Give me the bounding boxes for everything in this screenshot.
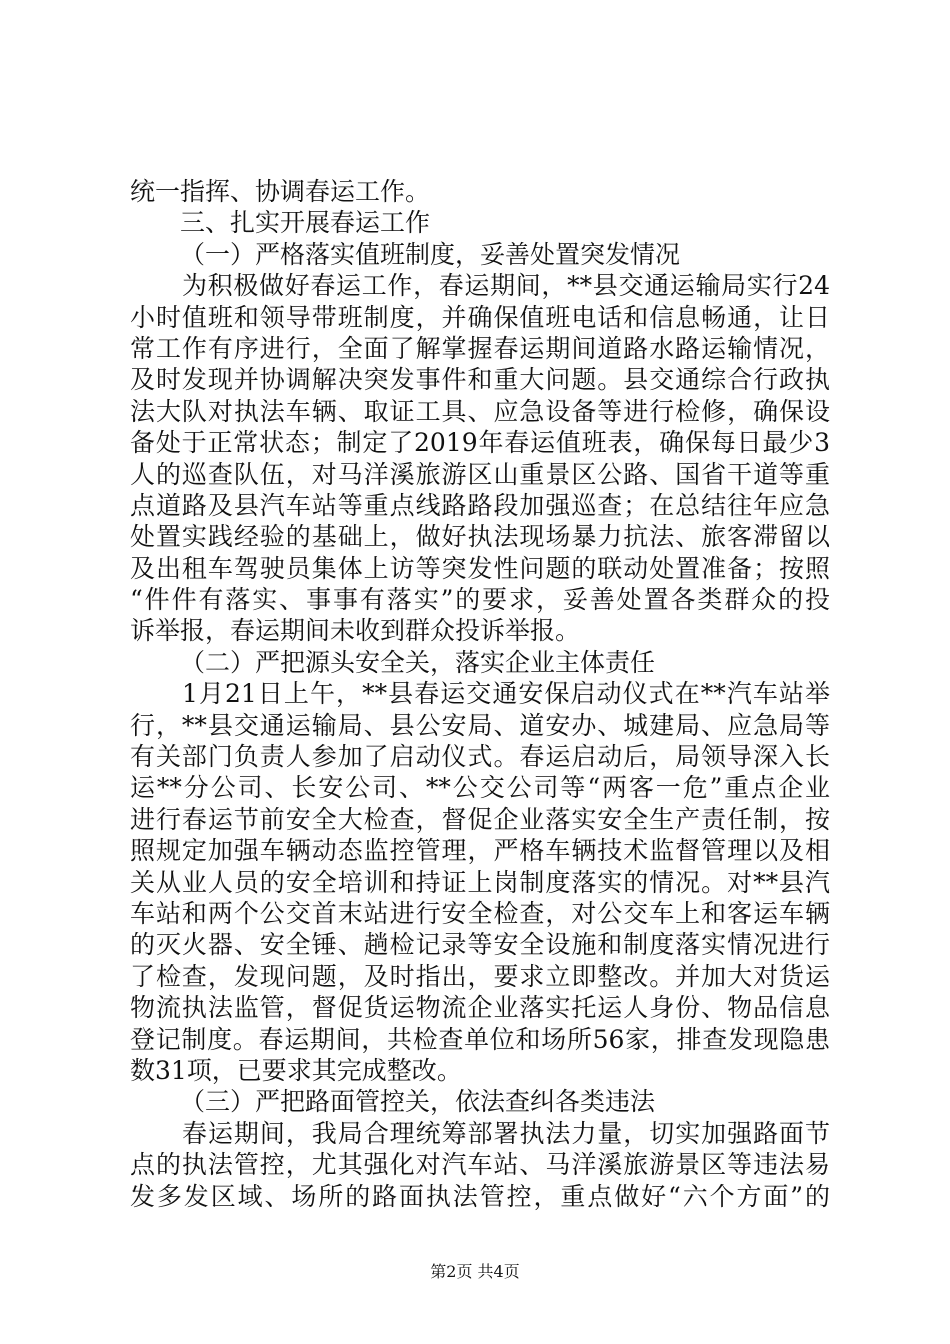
text-line: （二）严把源头安全关，落实企业主体责任: [180, 647, 656, 677]
text-line: 1月21日上午，**县春运交通安保启动仪式在**汽车站举: [182, 679, 830, 709]
text-line: 点道路及县汽车站等重点线路路段加强巡查；在总结往年应急: [130, 490, 830, 520]
text-line: 数31项，已要求其完成整改。: [130, 1055, 462, 1085]
text-line: 物流执法监管，督促货运物流企业落实托运人身份、物品信息: [130, 993, 830, 1023]
text-line: （三）严把路面管控关，依法查纠各类违法: [180, 1087, 656, 1117]
text-line: 为积极做好春运工作，春运期间，**县交通运输局实行24: [182, 271, 830, 301]
text-line: 诉举报，春运期间未收到群众投诉举报。: [130, 616, 581, 646]
text-line: 小时值班和领导带班制度，并确保值班电话和信息畅通，让日: [130, 302, 830, 332]
text-line: 车站和两个公交首末站进行安全检查，对公交车上和客运车辆: [130, 898, 830, 928]
text-line: 的灭火器、安全锤、趟检记录等安全设施和制度落实情况进行: [130, 930, 830, 960]
text-line: 发多发区域、场所的路面执法管控，重点做好“六个方面”的: [130, 1181, 830, 1211]
text-line: 春运期间，我局合理统筹部署执法力量，切实加强路面节: [182, 1118, 830, 1148]
text-line: 人的巡查队伍，对马洋溪旅游区山重景区公路、国省干道等重: [130, 459, 830, 489]
text-line: 有关部门负责人参加了启动仪式。春运启动后，局领导深入长: [130, 742, 830, 772]
text-line: 法大队对执法车辆、取证工具、应急设备等进行检修，确保设: [130, 396, 830, 426]
text-line: 照规定加强车辆动态监控管理，严格车辆技术监督管理以及相: [130, 836, 830, 866]
text-line: 行，**县交通运输局、县公安局、道安办、城建局、应急局等: [130, 710, 830, 740]
text-line: 进行春运节前安全大检查，督促企业落实安全生产责任制，按: [130, 804, 830, 834]
text-line: 点的执法管控，尤其强化对汽车站、马洋溪旅游景区等违法易: [130, 1150, 830, 1180]
page-footer: 第2页 共4页: [430, 1262, 520, 1281]
text-line: 处置实践经验的基础上，做好执法现场暴力抗法、旅客滞留以: [130, 522, 830, 552]
text-line: 常工作有序进行，全面了解掌握春运期间道路水路运输情况，: [130, 333, 830, 363]
document-body: [130, 176, 830, 1212]
text-line: 了检查，发现问题，及时指出，要求立即整改。并加大对货运: [130, 961, 830, 991]
text-line: “件件有落实、事事有落实”的要求，妥善处置各类群众的投: [130, 585, 830, 615]
text-line: 及出租车驾驶员集体上访等突发性问题的联动处置准备；按照: [130, 553, 830, 583]
text-line: （一）严格落实值班制度，妥善处置突发情况: [180, 239, 681, 269]
text-line: 及时发现并协调解决突发事件和重大问题。县交通综合行政执: [130, 365, 830, 395]
text-line: 备处于正常状态；制定了2019年春运值班表，确保每日最少3: [130, 428, 830, 458]
text-line: 登记制度。春运期间，共检查单位和场所56家，排查发现隐患: [130, 1024, 830, 1054]
text-line: 关从业人员的安全培训和持证上岗制度落实的情况。对**县汽: [130, 867, 830, 897]
text-line: 三、扎实开展春运工作: [180, 208, 431, 238]
text-line: 统一指挥、协调春运工作。: [130, 177, 431, 206]
text-line: 运**分公司、长安公司、**公交公司等“两客一危”重点企业: [130, 773, 830, 803]
